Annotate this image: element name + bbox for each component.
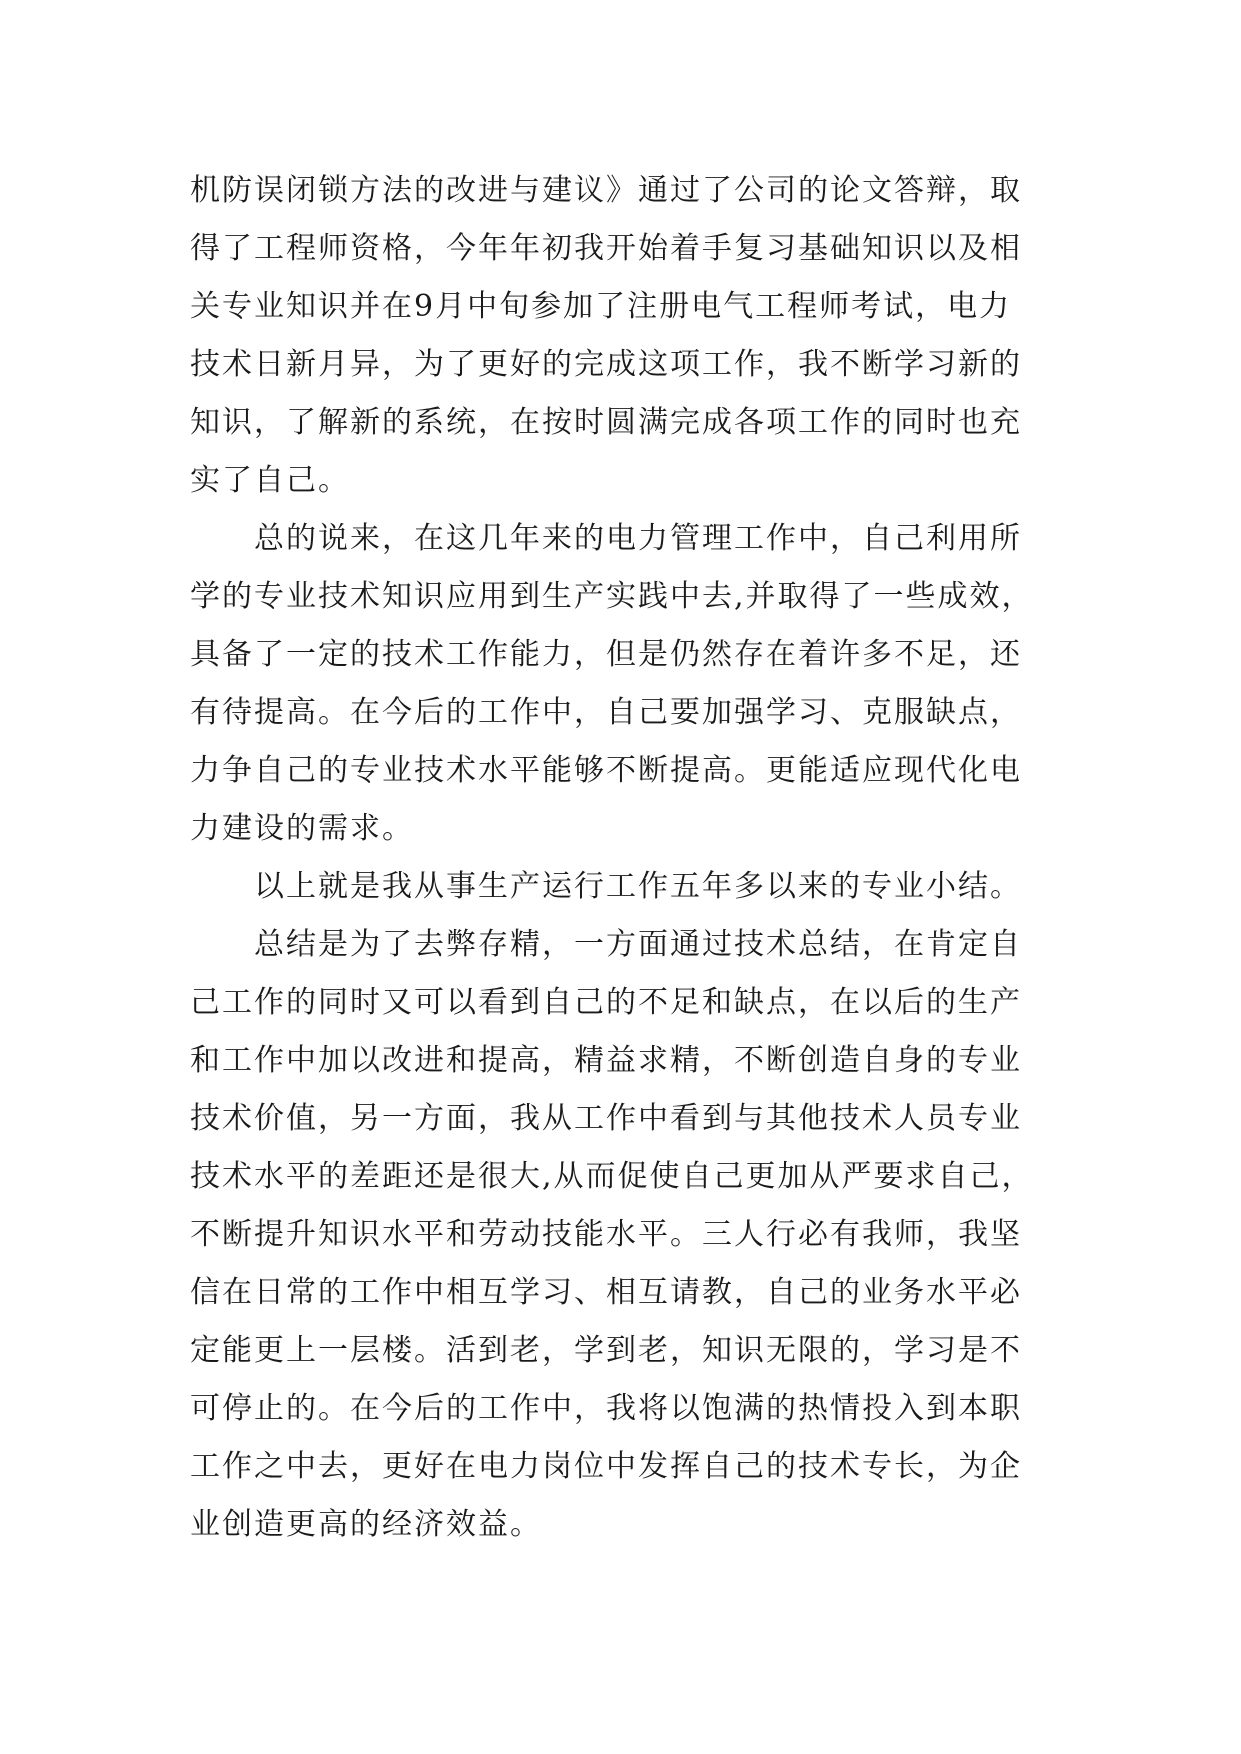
text-line: 定能更上一层楼。活到老，学到老，知识无限的，学习是不: [190, 1333, 1022, 1368]
paragraph-first-line: 总的说来，在这几年来的电力管理工作中，自己利用所: [254, 521, 1022, 556]
text-line: 机防误闭锁方法的改进与建议》通过了公司的论文答辩，取: [190, 173, 1022, 208]
text-line: 技术水平的差距还是很大,从而促使自己更加从严要求自己，: [190, 1159, 1034, 1194]
text-line: 力建设的需求。: [190, 811, 414, 846]
paragraph-first-line: 总结是为了去弊存精，一方面通过技术总结，在肯定自: [254, 927, 1022, 962]
text-line: 技术日新月异，为了更好的完成这项工作，我不断学习新的: [190, 347, 1022, 382]
text-line: 技术价值，另一方面，我从工作中看到与其他技术人员专业: [190, 1101, 1022, 1136]
text-line: 关专业知识并在9月中旬参加了注册电气工程师考试，电力: [190, 289, 1012, 324]
text-line: 实了自己。: [190, 463, 350, 498]
text-line: 工作之中去，更好在电力岗位中发挥自己的技术专长，为企: [190, 1449, 1022, 1484]
text-line: 信在日常的工作中相互学习、相互请教，自己的业务水平必: [190, 1275, 1022, 1310]
text-line: 知识，了解新的系统，在按时圆满完成各项工作的同时也充: [190, 405, 1022, 440]
text-line: 业创造更高的经济效益。: [190, 1507, 542, 1542]
paragraph-first-line: 以上就是我从事生产运行工作五年多以来的专业小结。: [254, 869, 1022, 904]
text-line: 学的专业技术知识应用到生产实践中去,并取得了一些成效，: [190, 579, 1034, 614]
text-line: 和工作中加以改进和提高，精益求精，不断创造自身的专业: [190, 1043, 1022, 1078]
text-line: 得了工程师资格，今年年初我开始着手复习基础知识以及相: [190, 231, 1022, 266]
text-line: 可停止的。在今后的工作中，我将以饱满的热情投入到本职: [190, 1391, 1022, 1426]
text-line: 力争自己的专业技术水平能够不断提高。更能适应现代化电: [190, 753, 1022, 788]
text-line: 己工作的同时又可以看到自己的不足和缺点，在以后的生产: [190, 985, 1022, 1020]
text-line: 具备了一定的技术工作能力，但是仍然存在着许多不足，还: [190, 637, 1022, 672]
text-line: 不断提升知识水平和劳动技能水平。三人行必有我师，我坚: [190, 1217, 1022, 1252]
text-line: 有待提高。在今后的工作中，自己要加强学习、克服缺点，: [190, 695, 1022, 730]
document-body: [190, 162, 1050, 1554]
